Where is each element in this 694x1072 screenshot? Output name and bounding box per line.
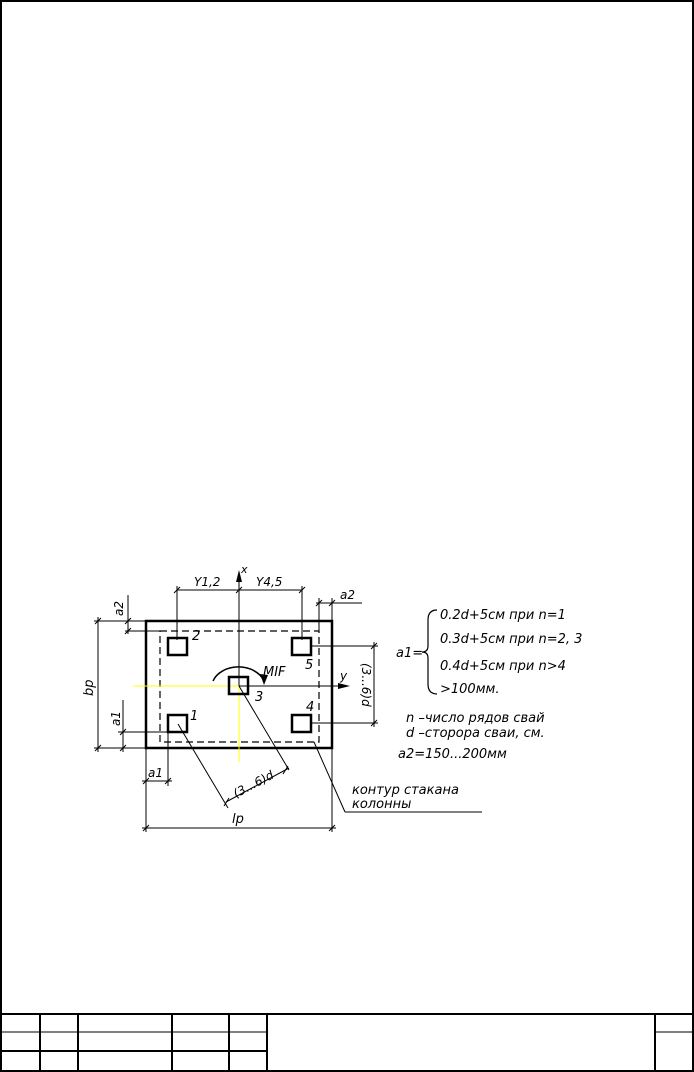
y-axis-label: y (340, 669, 348, 683)
dim-a2-top (316, 598, 362, 632)
dim-a2-left-label: a2 (112, 601, 126, 616)
legend-note-a2: a2=150...200мм (398, 747, 507, 762)
dim-y45-label: Y4,5 (256, 575, 283, 589)
dim-bp-label: bp (82, 679, 97, 696)
dim-pitch-right-label: (3...6)d (359, 663, 373, 707)
legend-brace (422, 610, 437, 694)
pile-1 (168, 715, 187, 732)
dim-lp-label: lp (232, 812, 244, 827)
legend-note-n: n –число рядов свай (406, 711, 545, 726)
legend-case-3: 0.4d+5см при n>4 (440, 659, 566, 674)
legend-block (396, 608, 582, 762)
legend-note-d: d –сторора сваи, см. (406, 726, 545, 741)
contour-label-line1: контур стакана (352, 783, 459, 798)
contour-label-line2: колонны (352, 797, 412, 812)
dim-a1-left-label: a1 (109, 711, 123, 726)
legend-a1-label: a1= (396, 646, 424, 661)
dim-pitch-diag-label: (3...6)d (230, 767, 276, 801)
legend-case-2: 0.3d+5см при n=2, 3 (440, 632, 583, 647)
dim-y12-label: Y1,2 (194, 575, 221, 589)
pile-4 (292, 715, 311, 732)
pile-4-label: 4 (306, 700, 315, 715)
moment-label: MIF (263, 665, 286, 680)
pile-5-label: 5 (305, 658, 314, 673)
pile-2 (168, 638, 187, 655)
legend-case-1: 0.2d+5см при n=1 (440, 608, 566, 623)
legend-case-4: >100мм. (440, 682, 500, 697)
dim-a2-left (125, 595, 160, 634)
pile-1-label: 1 (190, 709, 199, 724)
sheet-frame (1, 1, 693, 1071)
dim-a1-bottom-label: a1 (148, 766, 163, 780)
pile-2-label: 2 (192, 629, 201, 644)
dim-a2-top-label: a2 (340, 588, 355, 602)
pile-3-label: 3 (255, 690, 264, 705)
x-axis-label: x (241, 563, 248, 576)
y-axis (239, 683, 350, 689)
pile-5 (292, 638, 311, 655)
title-block (1, 1014, 693, 1071)
